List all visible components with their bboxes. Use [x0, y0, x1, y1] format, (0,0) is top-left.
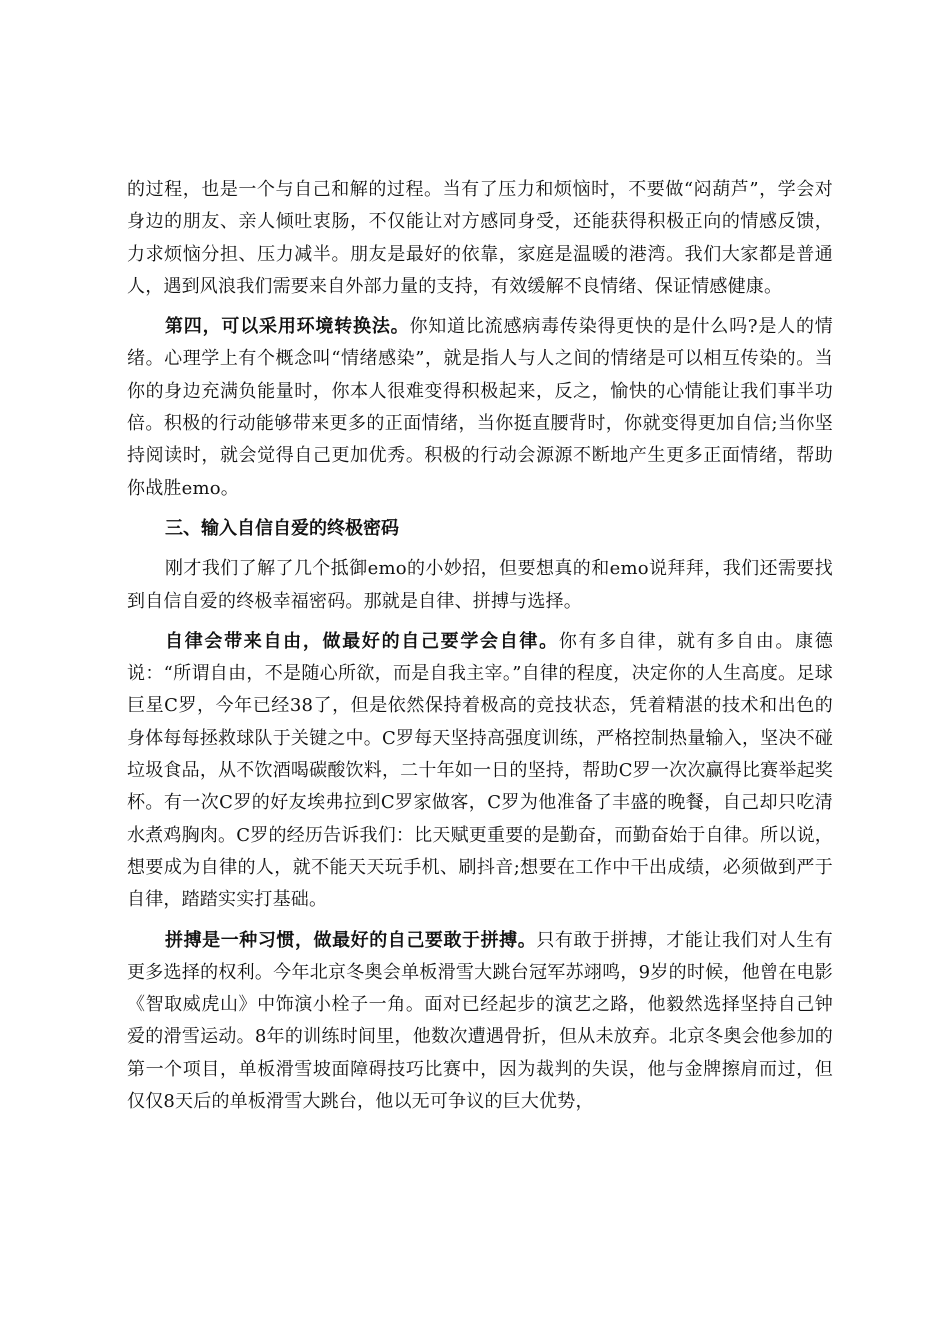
- section-heading: 三、输入自信自爱的终极密码: [165, 517, 399, 539]
- paragraph-3-text: 刚才我们了解了几个抵御emo的小妙招，但要想真的和emo说拜拜，我们还需要找到自信自爱的终极幸福密码。那就是自律、拼搏与选择。: [127, 558, 833, 612]
- paragraph-4-text: 你有多自律，就有多自由。康德说：“所谓自由，不是随心所欲，而是自我主宰。”自律的程度，决定你的人生高度。足球巨星C罗，今年已经38了，但是依然保持着极高的竞技状态，凭着精湛的技术和出色的身体每每拯救球队于关键之中。C罗每天坚持高强度训练，严格控制热量输入，坚决不碰垃圾食品，从不饮酒喝碳酸饮料，二十年如一日的坚持，帮助C罗一次次赢得比赛举起奖杯。有一次C罗的好友埃弗拉到C罗家做客，C罗为他准备了丰盛的晚餐，自己却只吃清水煮鸡胸肉。C罗的经历告诉我们：比天赋更重要的是勤奋，而勤奋始于自律。所以说，想要成为自律的人，就不能天天玩手机、刷抖音;想要在工作中干出成绩，必须做到严于自律，踏踏实实打基础。: [127, 630, 833, 911]
- paragraph-1-text: 的过程，也是一个与自己和解的过程。当有了压力和烦恼时，不要做“闷葫芦”，学会对身边的朋友、亲人倾吐衷肠，不仅能让对方感同身受，还能获得积极正向的情感反馈，力求烦恼分担、压力减半。朋友是最好的依靠，家庭是温暖的港湾。我们大家都是普通人，遇到风浪我们需要来自外部力量的支持，有效缓解不良情绪、保证情感健康。: [127, 179, 833, 297]
- paragraph-1: [127, 174, 833, 303]
- paragraph-2: [127, 311, 833, 505]
- paragraph-2-text: 你知道比流感病毒传染得更快的是什么吗?是人的情绪。心理学上有个概念叫“情绪感染”，就是指人与人之间的情绪是可以相互传染的。当你的身边充满负能量时，你本人很难变得积极起来，反之，愉快的心情能让我们事半功倍。积极的行动能够带来更多的正面情绪，当你挺直腰背时，你就变得更加自信;当你坚持阅读时，就会觉得自己更加优秀。积极的行动会源源不断地产生更多正面情绪，帮助你战胜emo。: [127, 316, 833, 499]
- paragraph-3: [127, 553, 833, 618]
- paragraph-5: [127, 925, 833, 1119]
- paragraph-2-lead: 第四，可以采用环境转换法。: [165, 316, 410, 338]
- paragraph-4-lead: 自律会带来自由，做最好的自己要学会自律。: [165, 630, 559, 652]
- paragraph-4: [127, 626, 833, 917]
- paragraph-5-lead: 拼搏是一种习惯，做最好的自己要敢于拼搏。: [165, 929, 537, 951]
- document-page: [127, 174, 833, 1118]
- paragraph-5-text: 只有敢于拼搏，才能让我们对人生有更多选择的权利。今年北京冬奥会单板滑雪大跳台冠军苏翊鸣，9岁的时候，他曾在电影《智取威虎山》中饰演小栓子一角。面对已经起步的演艺之路，他毅然选择坚持自己钟爱的滑雪运动。8年的训练时间里，他数次遭遇骨折，但从未放弃。北京冬奥会他参加的第一个项目，单板滑雪坡面障碍技巧比赛中，因为裁判的失误，他与金牌擦肩而过，但仅仅8天后的单板滑雪大跳台，他以无可争议的巨大优势，: [127, 929, 833, 1113]
